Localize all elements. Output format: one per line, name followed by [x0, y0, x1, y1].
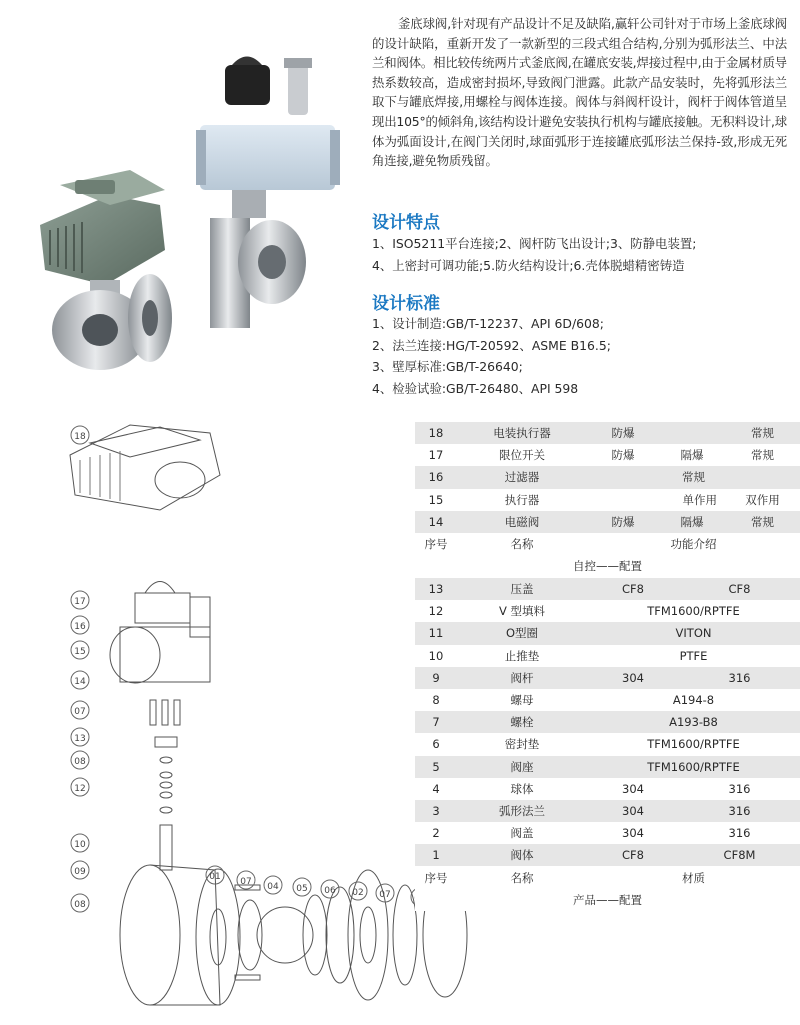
row-material: A194-8: [587, 689, 800, 711]
header-number: 序号: [415, 533, 457, 555]
row-material: TFM1600/RPTFE: [587, 756, 800, 778]
table-row: [415, 444, 800, 466]
features-item: 1、ISO5211平台连接;2、阀杆防飞出设计;3、防静电装置;: [372, 236, 697, 251]
callout-bubbles: [71, 426, 463, 912]
header-name: 名称: [457, 533, 587, 555]
row-material-b: 316: [679, 822, 800, 844]
product-config-table: [415, 578, 800, 911]
callout-label: 14: [74, 677, 86, 687]
row-number: 11: [415, 622, 457, 644]
pneumatic-actuator-valve-image: [196, 57, 340, 329]
row-number: 16: [415, 466, 457, 488]
header-name: 名称: [457, 866, 587, 888]
row-name: 阀杆: [457, 667, 587, 689]
table-row: [415, 689, 800, 711]
row-value: [659, 422, 725, 444]
row-name: 螺栓: [457, 711, 587, 733]
row-material-b: 316: [679, 800, 800, 822]
callout-label: 09: [74, 867, 86, 877]
row-number: 18: [415, 422, 457, 444]
row-number: 10: [415, 645, 457, 667]
table-row: [415, 844, 800, 866]
table-row: [415, 711, 800, 733]
row-name: 止推垫: [457, 645, 587, 667]
table-row: [415, 800, 800, 822]
row-number: 8: [415, 689, 457, 711]
intro-paragraph: 釜底球阀,针对现有产品设计不足及缺陷,赢轩公司针对于市场上釜底球阀的设计缺陷，重新开发了一款新型的三段式组合结构,分别为弧形法兰、中法兰和阀体。相比较传统两片式釜底阀,在罐底安装,焊接过程中,由于金属材质导热系数较高，造成密封损坏,导致阀门泄露。此款产品安装时，先将弧形法兰取下与罐底焊接,用螺栓与阀体连接。阀体与斜阀杆设计，阀杆于阀体管道呈现出105°的倾斜角,该结构设计避免安装执行机构与罐底接触。无积料设计,球体为弧面设计,在阀门关闭时,球面弧形于连接罐底弧形法兰保持-致,形成无死角连接,避免物质残留。: [372, 16, 787, 169]
row-name: O型圈: [457, 622, 587, 644]
features-heading: 设计特点: [372, 213, 440, 233]
row-material-a: 304: [587, 800, 679, 822]
row-value: 单作用: [587, 489, 725, 511]
product-photo: [0, 0, 360, 400]
row-name: 电磁阀: [457, 511, 587, 533]
table-header-row: [415, 866, 800, 888]
table-row: [415, 778, 800, 800]
row-name: 阀座: [457, 756, 587, 778]
callout-label: 01: [209, 872, 221, 882]
row-number: 14: [415, 511, 457, 533]
row-name: 阀盖: [457, 822, 587, 844]
row-name: 限位开关: [457, 444, 587, 466]
callout-label: 07: [240, 877, 252, 887]
table-row: [415, 667, 800, 689]
callout-label: 08: [74, 757, 86, 767]
table-caption-row: [415, 889, 800, 911]
standards-heading: 设计标准: [372, 294, 440, 314]
row-number: 6: [415, 733, 457, 755]
row-number: 2: [415, 822, 457, 844]
row-name: 螺母: [457, 689, 587, 711]
table-row: [415, 466, 800, 488]
row-value: 常规: [725, 422, 800, 444]
row-value: 防爆: [587, 511, 659, 533]
row-value: 防爆: [587, 444, 659, 466]
row-value: 常规: [725, 444, 800, 466]
callout-label: 16: [74, 622, 86, 632]
row-number: 12: [415, 600, 457, 622]
callout-label: 17: [74, 597, 86, 607]
standards-item: 3、壁厚标准:GB/T-26640;: [372, 359, 523, 374]
row-number: 13: [415, 578, 457, 600]
row-name: 球体: [457, 778, 587, 800]
row-material: VITON: [587, 622, 800, 644]
table-row: [415, 578, 800, 600]
callout-label: 07: [379, 890, 391, 900]
row-material-b: 316: [679, 778, 800, 800]
table-row: [415, 645, 800, 667]
row-material: TFM1600/RPTFE: [587, 733, 800, 755]
header-function: 功能介绍: [587, 533, 800, 555]
standards-item: 2、法兰连接:HG/T-20592、ASME B16.5;: [372, 337, 611, 353]
features-item: 4、上密封可调功能;5.防火结构设计;6.壳体脱蜡精密铸造: [372, 257, 685, 273]
row-material-a: CF8: [587, 578, 679, 600]
exploded-view-drawing: [50, 415, 470, 1025]
row-number: 7: [415, 711, 457, 733]
row-material: PTFE: [587, 645, 800, 667]
row-material-b: 316: [679, 667, 800, 689]
standards-item: 1、设计制造:GB/T-12237、API 6D/608;: [372, 316, 604, 331]
row-value: 双作用: [725, 489, 800, 511]
header-material: 材质: [587, 866, 800, 888]
row-number: 4: [415, 778, 457, 800]
row-value: 隔爆: [659, 444, 725, 466]
row-material-a: CF8: [587, 844, 679, 866]
callout-label: 12: [74, 784, 86, 794]
row-value: 常规: [587, 466, 800, 488]
row-number: 5: [415, 756, 457, 778]
row-number: 9: [415, 667, 457, 689]
table-row: [415, 622, 800, 644]
table-row: [415, 600, 800, 622]
row-material-b: CF8: [679, 578, 800, 600]
table-row: [415, 511, 800, 533]
standards-list: [372, 313, 611, 399]
row-value: 常规: [725, 511, 800, 533]
product-caption: 产品——配置: [415, 889, 800, 911]
table-row: [415, 733, 800, 755]
row-material-a: 304: [587, 667, 679, 689]
row-number: 15: [415, 489, 457, 511]
callout-label: 07: [74, 707, 86, 717]
row-name: V 型填料: [457, 600, 587, 622]
row-material-a: 304: [587, 822, 679, 844]
automation-caption: 自控——配置: [415, 555, 800, 577]
features-list: [372, 233, 696, 276]
row-material-b: CF8M: [679, 844, 800, 866]
callout-label: 08: [74, 900, 86, 910]
row-name: 密封垫: [457, 733, 587, 755]
callout-label: 10: [74, 840, 86, 850]
table-header-row: [415, 533, 800, 555]
row-name: 阀体: [457, 844, 587, 866]
table-row: [415, 756, 800, 778]
row-name: 压盖: [457, 578, 587, 600]
row-number: 1: [415, 844, 457, 866]
callout-label: 18: [74, 432, 86, 442]
header-number: 序号: [415, 866, 457, 888]
table-row: [415, 822, 800, 844]
standards-item: 4、检验试验:GB/T-26480、API 598: [372, 380, 579, 396]
callout-label: 15: [74, 647, 86, 657]
callout-label: 05: [296, 884, 308, 894]
table-row: [415, 489, 800, 511]
row-material: TFM1600/RPTFE: [587, 600, 800, 622]
row-name: 过滤器: [457, 466, 587, 488]
automation-config-table: [415, 422, 800, 577]
callout-label: 04: [267, 882, 279, 892]
pneumatic-assembly-drawing: [110, 582, 210, 871]
row-number: 3: [415, 800, 457, 822]
callout-label: 06: [324, 886, 336, 896]
row-name: 电装执行器: [457, 422, 587, 444]
table-caption-row: [415, 555, 800, 577]
electric-actuator-valve-image: [40, 170, 172, 370]
row-name: 弧形法兰: [457, 800, 587, 822]
callout-label: 13: [74, 734, 86, 744]
electric-actuator-drawing: [70, 425, 220, 510]
row-material-a: 304: [587, 778, 679, 800]
callout-label: 02: [352, 888, 364, 898]
row-value: 隔爆: [659, 511, 725, 533]
row-number: 17: [415, 444, 457, 466]
row-name: 执行器: [457, 489, 587, 511]
table-row: [415, 422, 800, 444]
row-material: A193-B8: [587, 711, 800, 733]
row-value: 防爆: [587, 422, 659, 444]
